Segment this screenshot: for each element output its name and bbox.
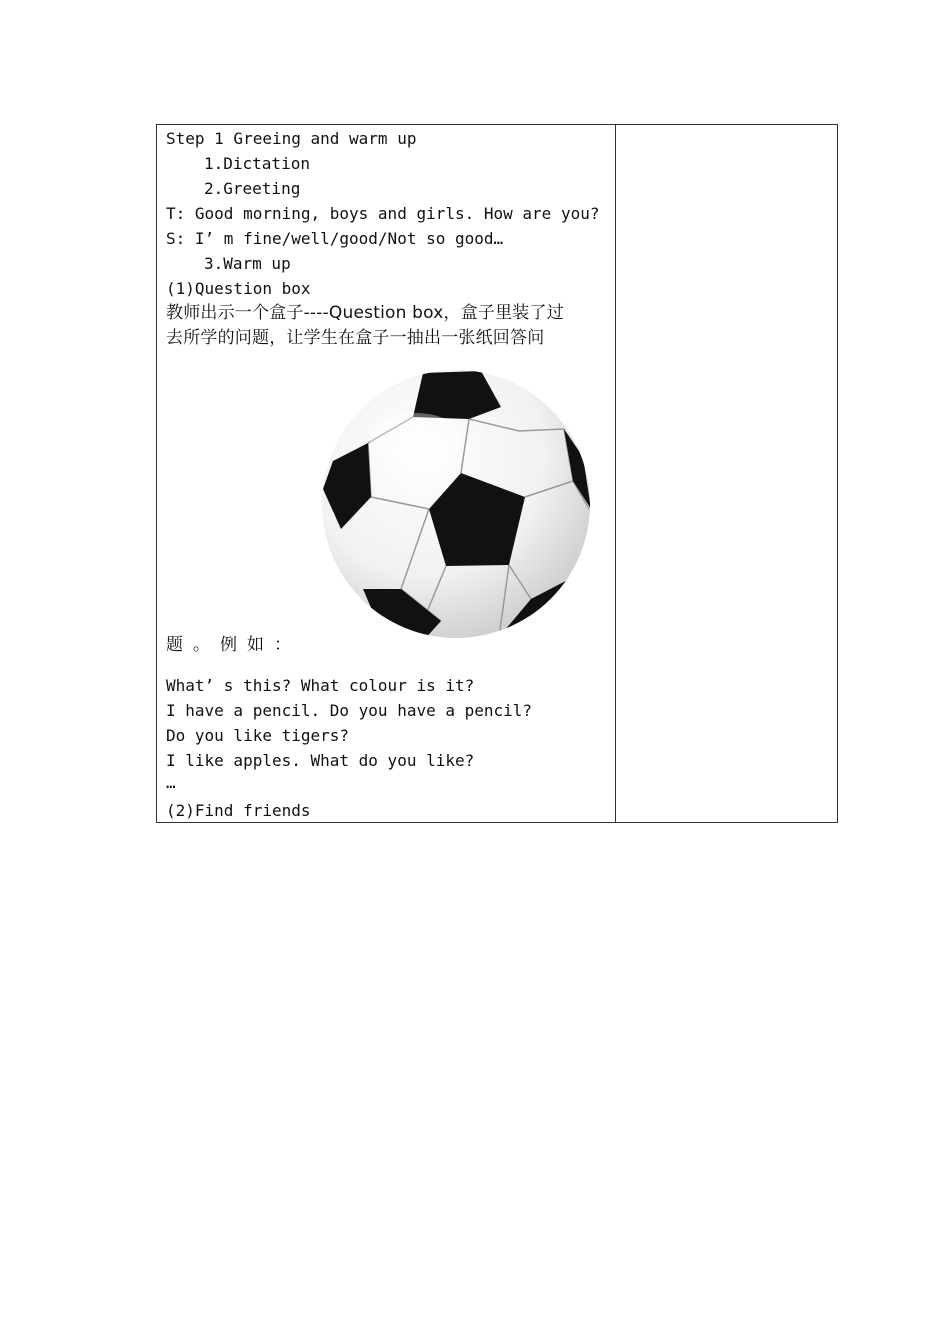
example-label: 题。例如： bbox=[166, 635, 301, 655]
teacher-line: T: Good morning, boys and girls. How are you? bbox=[166, 204, 600, 223]
instruction-line-2: 去所学的问题，让学生在盒子一抽出一张纸回答问 bbox=[166, 328, 545, 348]
example-question-2: I have a pencil. Do you have a pencil? bbox=[166, 701, 533, 720]
lesson-plan-table bbox=[156, 124, 838, 823]
step-heading: Step 1 Greeing and warm up bbox=[166, 129, 417, 148]
example-question-4: I like apples. What do you like? bbox=[166, 751, 475, 770]
activity-question-box: (1)Question box bbox=[166, 279, 311, 298]
notes-cell bbox=[616, 125, 837, 822]
example-question-1: What’ s this? What colour is it? bbox=[166, 676, 475, 695]
student-line: S: I’ m fine/well/good/Not so good… bbox=[166, 229, 504, 248]
item-dictation: 1.Dictation bbox=[204, 154, 310, 173]
soccer-ball-icon bbox=[321, 369, 591, 639]
item-greeting: 2.Greeting bbox=[204, 179, 301, 198]
instruction-line-1: 教师出示一个盒子----Question box，盒子里装了过 bbox=[166, 303, 564, 323]
example-question-3: Do you like tigers? bbox=[166, 726, 350, 745]
teaching-steps-cell bbox=[157, 125, 615, 822]
ellipsis-line: … bbox=[166, 773, 176, 792]
activity-find-friends: (2)Find friends bbox=[166, 801, 311, 820]
item-warm-up: 3.Warm up bbox=[204, 254, 291, 273]
